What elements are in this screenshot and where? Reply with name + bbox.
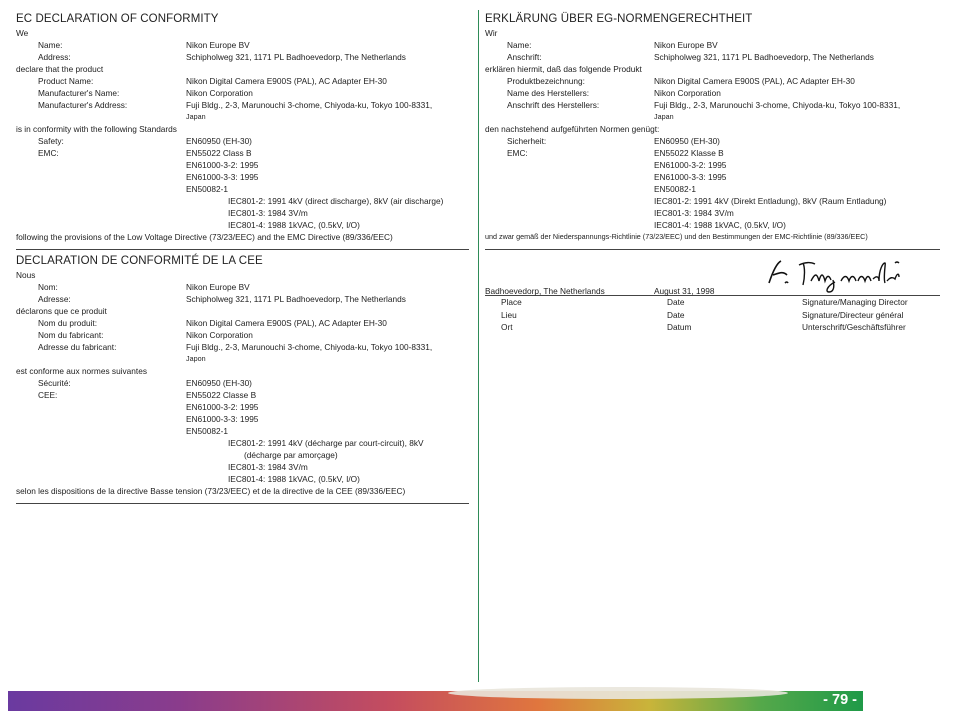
- field-value: Nikon Europe BV: [654, 40, 718, 50]
- field-value: EN60950 (EH-30): [654, 136, 720, 146]
- signature-label: Place: [501, 297, 522, 307]
- declaration-line: [16, 231, 469, 243]
- field-value: Japan: [654, 112, 674, 121]
- declaration-line: [485, 39, 940, 51]
- field-label: Nom du produit:: [38, 318, 98, 328]
- declaration-line: [16, 413, 469, 425]
- field-label: Produktbezeichnung:: [507, 76, 585, 86]
- line-text: declare that the product: [16, 64, 104, 74]
- declaration-line: [485, 171, 940, 183]
- eg-declaration-title: ERKLÄRUNG ÜBER EG-NORMENGERECHTHEIT: [485, 13, 753, 25]
- field-value: EN60950 (EH-30): [186, 136, 252, 146]
- declaration-line: [16, 341, 469, 353]
- declaration-line: [16, 207, 469, 219]
- field-value: EN55022 Klasse B: [654, 148, 724, 158]
- field-value: Fuji Bldg., 2-3, Marunouchi 3-chome, Chiyoda-ku, Tokyo 100-8331,: [186, 100, 433, 110]
- field-label: EMC:: [38, 148, 59, 158]
- line-text: is in conformity with the following Standards: [16, 124, 177, 134]
- left-column: [16, 12, 469, 508]
- field-value: Nikon Corporation: [186, 330, 253, 340]
- declaration-line: [16, 281, 469, 293]
- declaration-line: [485, 135, 940, 147]
- declaration-line: [485, 63, 940, 75]
- declaration-line: [16, 317, 469, 329]
- field-value: EN50082-1: [186, 426, 228, 436]
- signature-label: Lieu: [501, 309, 517, 320]
- declaration-line: [16, 63, 469, 75]
- line-text: den nachstehend aufgeführten Normen genügt:: [485, 124, 660, 134]
- line-text: We: [16, 28, 29, 38]
- declaration-line: [485, 231, 940, 243]
- field-value: EN60950 (EH-30): [186, 378, 252, 388]
- line-text: und zwar gemäß der Niederspannungs-Richtlinie (73/23/EEC) und den Bestimmungen der EMC-Richtlinie (89/336/EEC): [485, 232, 868, 241]
- declaration-line: [16, 183, 469, 195]
- field-label: Name:: [38, 40, 63, 50]
- field-value: (décharge par amorçage): [244, 450, 338, 460]
- field-value: Nikon Digital Camera E900S (PAL), AC Adapter EH-30: [186, 318, 387, 328]
- field-label: Sicherheit:: [507, 136, 547, 146]
- field-value: Nikon Europe BV: [186, 282, 250, 292]
- cee-declaration-title: DECLARATION DE CONFORMITÉ DE LA CEE: [16, 255, 263, 267]
- field-value: Schipholweg 321, 1171 PL Badhoevedorp, The Netherlands: [654, 52, 874, 62]
- field-label: Product Name:: [38, 76, 94, 86]
- field-value: Japan: [186, 112, 206, 121]
- signature-label-row: [485, 322, 940, 335]
- signature-label: Date: [667, 297, 685, 307]
- declaration-line: [16, 305, 469, 317]
- field-value: EN61000-3-2: 1995: [186, 160, 259, 170]
- field-label: Name:: [507, 40, 532, 50]
- section-rule: [16, 503, 469, 504]
- line-text: following the provisions of the Low Voltage Directive (73/23/EEC) and the EMC Directive (89/336/EEC): [16, 232, 393, 242]
- line-text: est conforme aux normes suivantes: [16, 366, 147, 376]
- column-divider: [478, 10, 479, 682]
- field-value: EN61000-3-3: 1995: [186, 172, 259, 182]
- declaration-line: [16, 111, 469, 123]
- field-value: EN50082-1: [186, 184, 228, 194]
- declaration-line: [485, 123, 940, 135]
- declaration-line: [16, 449, 469, 461]
- signature-label: Ort: [501, 322, 513, 332]
- field-label: EMC:: [507, 148, 528, 158]
- field-label: CEE:: [38, 390, 58, 400]
- declaration-line: [16, 425, 469, 437]
- line-text: Wir: [485, 28, 498, 38]
- field-label: Nom:: [38, 282, 58, 292]
- declaration-line: [16, 437, 469, 449]
- field-value: Schipholweg 321, 1171 PL Badhoevedorp, The Netherlands: [186, 294, 406, 304]
- page-number: - 79 -: [823, 692, 857, 708]
- declaration-line: [16, 171, 469, 183]
- declaration-line: [16, 135, 469, 147]
- signature-block: [485, 255, 940, 335]
- field-value: IEC801-3: 1984 3V/m: [228, 462, 308, 472]
- declaration-line: [16, 75, 469, 87]
- field-value: EN55022 Classe B: [186, 390, 257, 400]
- declaration-line: [485, 87, 940, 99]
- declaration-line: [16, 123, 469, 135]
- declaration-line: [16, 147, 469, 159]
- declaration-line: [485, 27, 940, 39]
- signature-label: Unterschrift/Geschäftsführer: [802, 322, 906, 332]
- signature-label: Date: [667, 309, 685, 320]
- field-value: Nikon Digital Camera E900S (PAL), AC Adapter EH-30: [654, 76, 855, 86]
- declaration-line: [16, 401, 469, 413]
- signature-label-row: [485, 310, 940, 323]
- ec-declaration-title: EC DECLARATION OF CONFORMITY: [16, 13, 219, 25]
- line-text: déclarons que ce produit: [16, 306, 107, 316]
- section-rule: [485, 249, 940, 250]
- declaration-line: [16, 51, 469, 63]
- declaration-line: [16, 365, 469, 377]
- field-label: Adresse du fabricant:: [38, 342, 117, 352]
- section-rule: [16, 249, 469, 250]
- ec-declaration-body: [16, 27, 469, 243]
- declaration-line: [16, 195, 469, 207]
- field-value: Nikon Digital Camera E900S (PAL), AC Adapter EH-30: [186, 76, 387, 86]
- field-value: Nikon Corporation: [186, 88, 253, 98]
- field-value: IEC801-2: 1991 4kV (direct discharge), 8kV (air discharge): [228, 196, 444, 206]
- declaration-line: [16, 27, 469, 39]
- declaration-line: [16, 329, 469, 341]
- handwritten-signature: [763, 253, 943, 293]
- signature-date: August 31, 1998: [654, 286, 715, 296]
- declaration-line: [16, 159, 469, 171]
- field-label: Anschrift:: [507, 52, 542, 62]
- line-text: Nous: [16, 270, 36, 280]
- field-value: IEC801-4: 1988 1kVAC, (0.5kV, I/O): [228, 220, 360, 230]
- signature-label: Signature/Directeur général: [802, 309, 904, 320]
- field-value: EN61000-3-3: 1995: [654, 172, 727, 182]
- signature-label: Datum: [667, 322, 692, 332]
- declaration-line: [16, 377, 469, 389]
- declaration-line: [16, 389, 469, 401]
- declaration-line: [485, 183, 940, 195]
- field-value: Fuji Bldg., 2-3, Marunouchi 3-chome, Chiyoda-ku, Tokyo 100-8331,: [654, 100, 901, 110]
- field-label: Nom du fabricant:: [38, 330, 104, 340]
- field-value: IEC801-2: 1991 4kV (décharge par court-circuit), 8kV: [228, 438, 424, 448]
- field-value: IEC801-4: 1988 1kVAC, (0.5kV, I/O): [654, 220, 786, 230]
- signature-labels: [485, 297, 940, 335]
- declaration-line: [485, 75, 940, 87]
- declaration-line: [16, 39, 469, 51]
- field-value: Nikon Europe BV: [186, 40, 250, 50]
- declaration-line: [16, 293, 469, 305]
- field-value: IEC801-2: 1991 4kV (Direkt Entladung), 8kV (Raum Entladung): [654, 196, 887, 206]
- field-label: Manufacturer's Name:: [38, 88, 120, 98]
- declaration-line: [16, 461, 469, 473]
- field-label: Name des Herstellers:: [507, 88, 590, 98]
- declaration-line: [16, 87, 469, 99]
- declaration-line: [16, 219, 469, 231]
- declaration-line: [16, 473, 469, 485]
- signature-label: Signature/Managing Director: [802, 297, 908, 307]
- field-label: Safety:: [38, 136, 64, 146]
- field-value: EN50082-1: [654, 184, 696, 194]
- field-label: Sécurité:: [38, 378, 71, 388]
- declaration-line: [16, 353, 469, 365]
- declaration-line: [485, 219, 940, 231]
- declaration-line: [485, 111, 940, 123]
- field-value: EN61000-3-3: 1995: [186, 414, 259, 424]
- eg-declaration-body: [485, 27, 940, 243]
- declaration-line: [16, 485, 469, 497]
- field-label: Adresse:: [38, 294, 71, 304]
- field-value: EN61000-3-2: 1995: [186, 402, 259, 412]
- declaration-line: [485, 207, 940, 219]
- field-value: EN55022 Class B: [186, 148, 252, 158]
- declaration-line: [485, 195, 940, 207]
- field-value: IEC801-4: 1988 1kVAC, (0.5kV, I/O): [228, 474, 360, 484]
- field-value: Fuji Bldg., 2-3, Marunouchi 3-chome, Chiyoda-ku, Tokyo 100-8331,: [186, 342, 433, 352]
- field-value: EN61000-3-2: 1995: [654, 160, 727, 170]
- footer-wave: [448, 687, 788, 699]
- line-text: selon les dispositions de la directive Basse tension (73/23/EEC) et de la directive de la CEE (89/336/EEC): [16, 486, 406, 496]
- signature-label-row: [485, 297, 940, 310]
- field-value: IEC801-3: 1984 3V/m: [228, 208, 308, 218]
- page-footer-bar: [8, 691, 863, 711]
- declaration-line: [485, 147, 940, 159]
- declaration-line: [16, 269, 469, 281]
- line-text: erklären hiermit, daß das folgende Produkt: [485, 64, 642, 74]
- signature-place: Badhoevedorp, The Netherlands: [485, 286, 605, 296]
- declaration-line: [16, 99, 469, 111]
- field-value: Nikon Corporation: [654, 88, 721, 98]
- field-label: Address:: [38, 52, 71, 62]
- right-column: [485, 12, 940, 254]
- field-value: Japon: [186, 354, 206, 363]
- declaration-line: [485, 99, 940, 111]
- field-label: Manufacturer's Address:: [38, 100, 128, 110]
- declaration-line: [485, 159, 940, 171]
- field-value: Schipholweg 321, 1171 PL Badhoevedorp, The Netherlands: [186, 52, 406, 62]
- field-label: Anschrift des Herstellers:: [507, 100, 600, 110]
- cee-declaration-body: [16, 269, 469, 497]
- declaration-line: [485, 51, 940, 63]
- field-value: IEC801-3: 1984 3V/m: [654, 208, 734, 218]
- signature-row: [485, 255, 940, 295]
